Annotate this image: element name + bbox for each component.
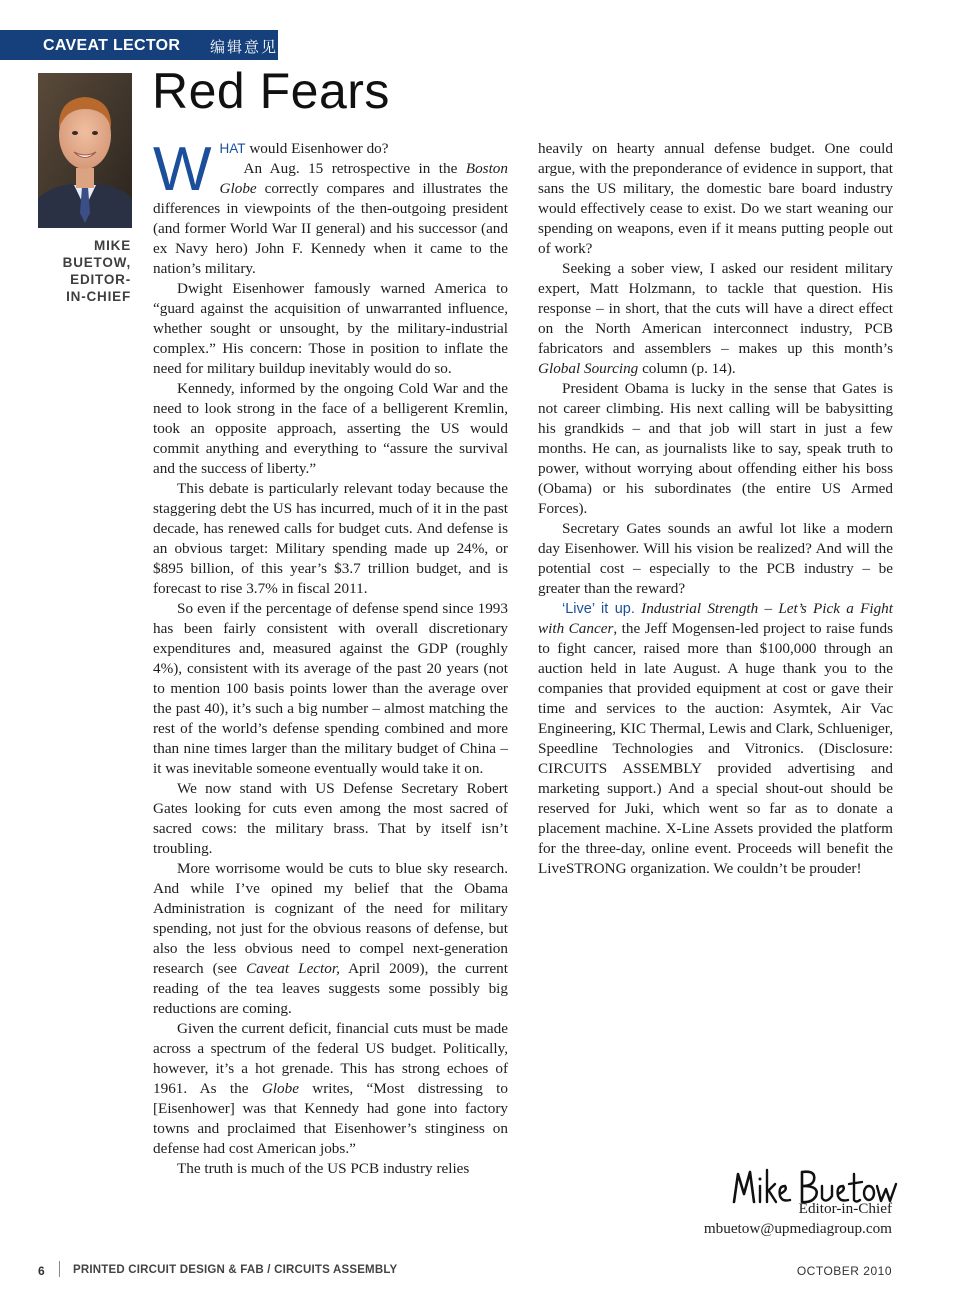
text-run: April 2009), the current reading of the tea leaves suggests some possibly big reductions are coming. <box>153 960 508 1017</box>
paragraph: So even if the percentage of defense spend since 1993 has been fairly consistent with overall discretionary expenditures and, measured against the GDP (roughly 4%), consistent with its average of the past 20 years (not to mention 100 basis points lower than the average over the past 40), it’s such a big number – almost matching the rest of the world’s defense spending combined and more than nine times larger than the military budget of China – it was inevitable someone eventually would take it on. <box>153 600 508 777</box>
lead-caps: HAT <box>219 141 246 156</box>
section-lead: ‘Live’ it up. <box>562 601 635 617</box>
section-label: CAVEAT LECTOR <box>43 37 181 54</box>
text-run-italic: Caveat Lector, <box>246 960 340 977</box>
page-number: 6 <box>38 1264 45 1278</box>
drop-cap: W <box>153 135 212 204</box>
text-run: , the Jeff Mogensen-led project to raise funds to fight cancer, raised more than $100,000 through an auction held in late August. A huge thank you to the companies that provided equipment at cost or gave their time and services to the auction: Asymtek, Air Vac Engineering, KIC Thermal, Lewis and Clark, Schlueniger, Speedline Technologies and Vitronics. (Disclosure: CIRCUITS ASSEMBLY provided advertising and marketing support.) And a special shout-out should be reserved for Juki, which went so far as to donate a placement machine. X-Line Assets provided the platform for the three-day, online event. Proceeds will benefit the LiveSTRONG organization. We couldn’t be prouder! <box>538 620 893 877</box>
publication-name: PRINTED CIRCUIT DESIGN & FAB / CIRCUITS ASSEMBLY <box>73 1264 398 1276</box>
paragraph <box>538 259 893 379</box>
text-run-italic: Global Sourcing <box>538 360 639 377</box>
article-column-1 <box>153 135 508 1179</box>
article-column-2 <box>538 139 893 879</box>
author-portrait-icon <box>38 73 132 228</box>
paragraph <box>538 599 893 879</box>
paragraph: Dwight Eisenhower famously warned America to “guard against the acquisition of unwarranted influence, whether sought or unsought, by the military-industrial complex.” His concern: Those in position to inflate the need for military buildup inevitably would do so. <box>153 280 508 377</box>
text-run-italic: Boston Globe <box>219 160 508 197</box>
text-run: correctly compares and illustrates the differences in viewpoints of the then-outgoing president (and former World War II general) and his successor (and ex Navy hero) John F. Kennedy when it came to the nation’s military. <box>153 180 508 277</box>
signature-title: Editor-in-Chief <box>798 1200 892 1217</box>
issue-date: OCTOBER 2010 <box>796 1264 892 1278</box>
text-run: column (p. 14). <box>638 360 736 377</box>
byline-line: MIKE <box>94 238 131 253</box>
byline-line: EDITOR- <box>70 272 131 287</box>
text-run: writes, “Most distressing to [Eisenhower] was that Kennedy had gone into factory towns and proclaimed that Eisenhower’s stinginess on defense had cost American jobs.” <box>153 1080 508 1157</box>
footer-divider <box>59 1261 60 1277</box>
paragraph: We now stand with US Defense Secretary Robert Gates looking for cuts even among the most sacred of sacred cows: the military brass. That by itself isn’t troubling. <box>153 780 508 857</box>
text-run: Seeking a sober view, I asked our resident military expert, Matt Holzmann, to tackle that question. His response – in short, that the cuts will have a direct effect on the North American interconnect industry, PCB fabricators and assemblers – makes up this month’s <box>538 260 893 357</box>
paragraph: The truth is much of the US PCB industry relies <box>177 1160 470 1177</box>
text-run-italic: Globe <box>261 1080 299 1097</box>
author-byline <box>30 237 131 305</box>
lead-text: would Eisenhower do? <box>245 140 389 157</box>
text-run: Given the current deficit, financial cuts must be made across a spectrum of the federal US budget. Politically, however, it’s a hot grenade. This has strong echoes of 1961. As the <box>153 1020 508 1097</box>
paragraph: President Obama is lucky in the sense that Gates is not career climbing. His next calling will be babysitting his grandkids – and that job will start in just a few months. He can, as journalists like to say, speak truth to power, without worrying about offending either his boss (Obama) or his subordinates (the entire US Armed Forces). <box>538 380 893 517</box>
byline-line: BUETOW, <box>62 255 131 270</box>
byline-line: IN-CHIEF <box>66 289 131 304</box>
paragraph: This debate is particularly relevant today because the staggering debt the US has incurred, much of it in the past decade, has renewed calls for budget cuts. And defense is an obvious target: Military spending made up 24%, or $895 billion, of this year’s $3.7 trillion budget, and is forecast to rise 3.7% in fiscal 2011. <box>153 480 508 597</box>
paragraph: heavily on hearty annual defense budget. One could argue, with the preponderance of evidence in support, that sans the US military, the domestic bare board industry would effectively cease to exist. Do we start weaning our spending on weapons, even if it means putting people out of work? <box>538 140 893 257</box>
paragraph: Kennedy, informed by the ongoing Cold War and the need to look strong in the face of a belligerent Kremlin, took an opposite approach, asserting the US would commit anything and everything to “assure the survival and the success of liberty.” <box>153 380 508 477</box>
article-title: Red Fears <box>152 63 390 119</box>
author-photo <box>38 73 132 228</box>
text-run-italic: Industrial Strength – Let’s Pick a Fight with Cancer <box>538 600 893 637</box>
text-run: An Aug. 15 retrospective in the <box>243 160 466 177</box>
paragraph: Secretary Gates sounds an awful lot like a modern day Eisenhower. Will his vision be realized? And will the potential cost – especially to the PCB industry – be greater than the reward? <box>538 520 893 597</box>
section-label-chinese: 编辑意见 <box>210 38 279 56</box>
text-run: More worrisome would be cuts to blue sky research. And while I’ve opined my belief that the Obama Administration is cognizant of the need for military spending, not just for the obvious reasons of defense, but also the less obvious need to compel next-generation research (see <box>153 860 508 977</box>
signature-email: mbuetow@upmediagroup.com <box>703 1220 892 1237</box>
paragraph <box>153 1019 508 1159</box>
paragraph <box>153 859 508 1019</box>
